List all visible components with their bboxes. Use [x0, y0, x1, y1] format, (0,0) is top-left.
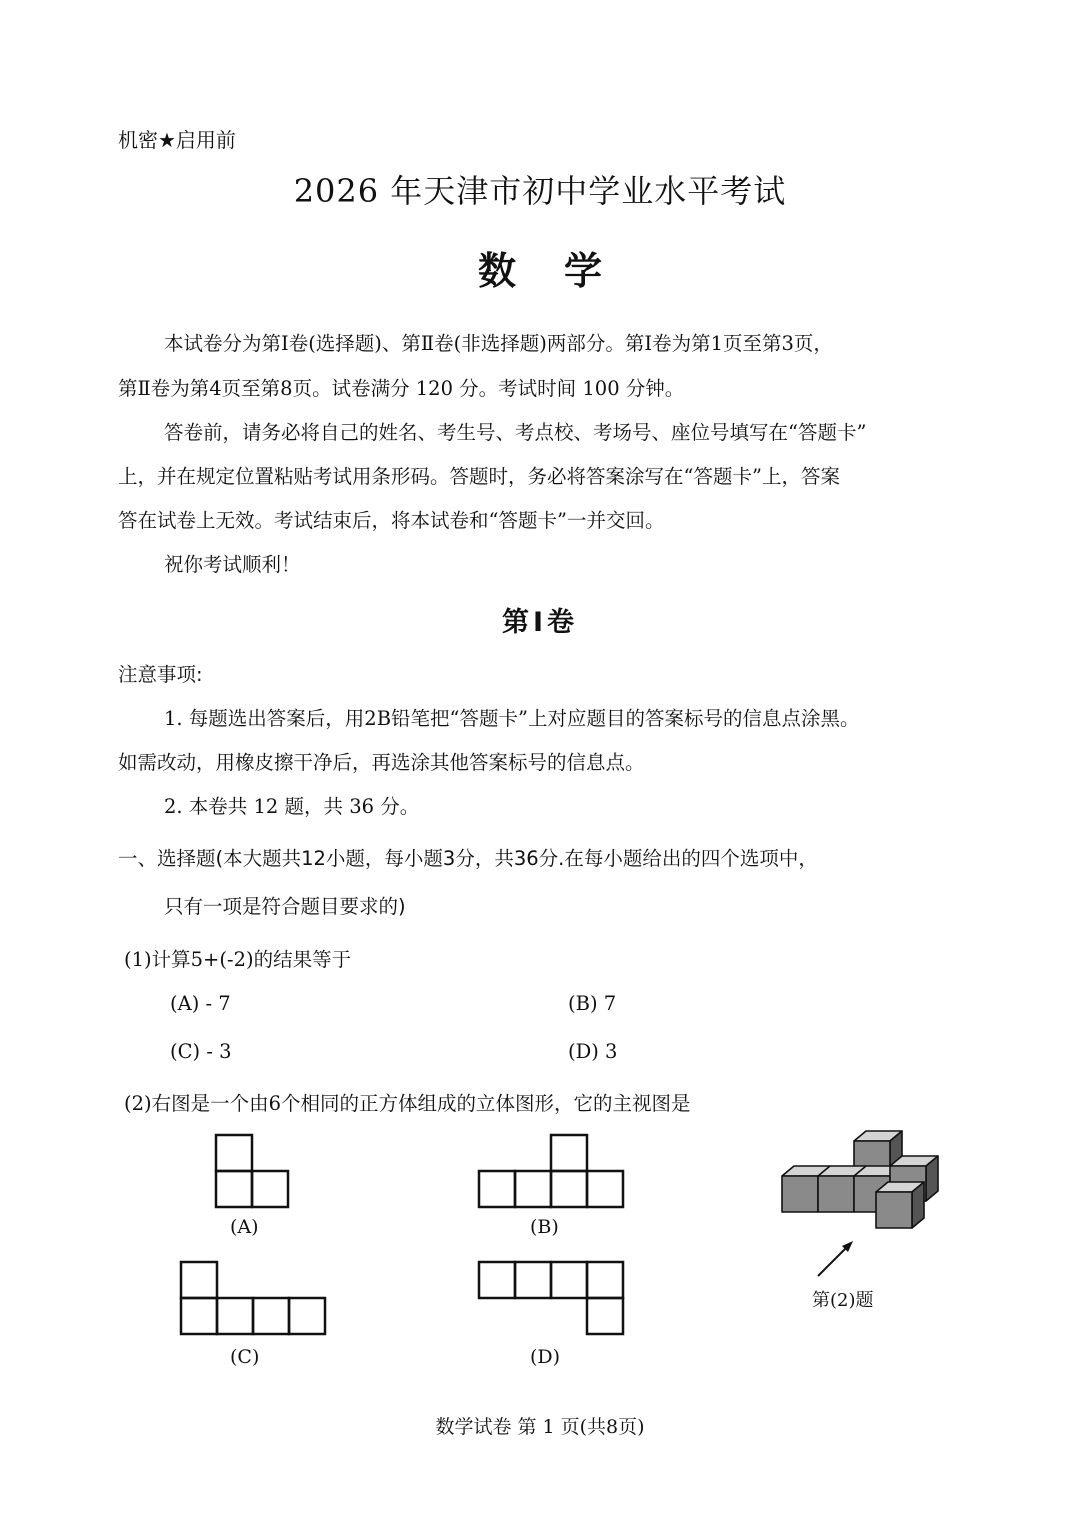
note-1-line-2: 如需改动，用橡皮擦干净后，再选涂其他答案标号的信息点。 [118, 751, 645, 774]
intro-paragraph-2-line-3: 答在试卷上无效。考试结束后，将本试卷和“答题卡”一并交回。 [118, 509, 665, 532]
page-footer: 数学试卷 第 1 页(共8页) [435, 1416, 645, 1438]
option-c-label: (C) [230, 1346, 260, 1368]
subject-title: 数学 [477, 248, 650, 293]
good-luck-text: 祝你考试顺利！ [164, 553, 301, 576]
volume-title: 第Ⅰ卷 [501, 607, 579, 638]
notes-heading: 注意事项: [118, 663, 203, 686]
question-1-option-c: (C) - 3 [170, 1040, 232, 1063]
confidential-label: 机密★启用前 [118, 128, 236, 152]
question-1-option-a: (A) - 7 [170, 992, 231, 1015]
question-1-stem: (1)计算5+(-2)的结果等于 [124, 948, 352, 971]
intro-paragraph-2-line-2: 上，并在规定位置粘贴考试用条形码。答题时，务必将答案涂写在“答题卡”上，答案 [118, 465, 840, 488]
intro-paragraph-1-line-1: 本试卷分为第Ⅰ卷(选择题)、第Ⅱ卷(非选择题)两部分。第Ⅰ卷为第1页至第3页， [164, 332, 833, 355]
figure-caption: 第(2)题 [812, 1290, 874, 1311]
note-2: 2. 本卷共 12 题，共 36 分。 [164, 795, 420, 818]
question-2-stem: (2)右图是一个由6个相同的正方体组成的立体图形，它的主视图是 [124, 1092, 691, 1115]
question-1-option-d: (D) 3 [568, 1040, 618, 1063]
option-b-label: (B) [530, 1216, 559, 1238]
question-1-option-b: (B) 7 [568, 992, 617, 1015]
section-heading-line-1: 一、选择题(本大题共12小题，每小题3分，共36分.在每小题给出的四个选项中， [118, 847, 818, 870]
exam-title: 2026 年天津市初中学业水平考试 [293, 172, 787, 210]
note-1-line-1: 1. 每题选出答案后，用2B铅笔把“答题卡”上对应题目的答案标号的信息点涂黑。 [164, 707, 860, 730]
option-d-label: (D) [530, 1346, 561, 1368]
section-heading-line-2: 只有一项是符合题目要求的) [164, 895, 406, 918]
intro-paragraph-1-line-2: 第Ⅱ卷为第4页至第8页。试卷满分 120 分。考试时间 100 分钟。 [118, 377, 685, 400]
intro-paragraph-2-line-1: 答卷前，请务必将自己的姓名、考生号、考点校、考场号、座位号填写在“答题卡” [164, 421, 867, 444]
option-a-label: (A) [230, 1216, 259, 1238]
